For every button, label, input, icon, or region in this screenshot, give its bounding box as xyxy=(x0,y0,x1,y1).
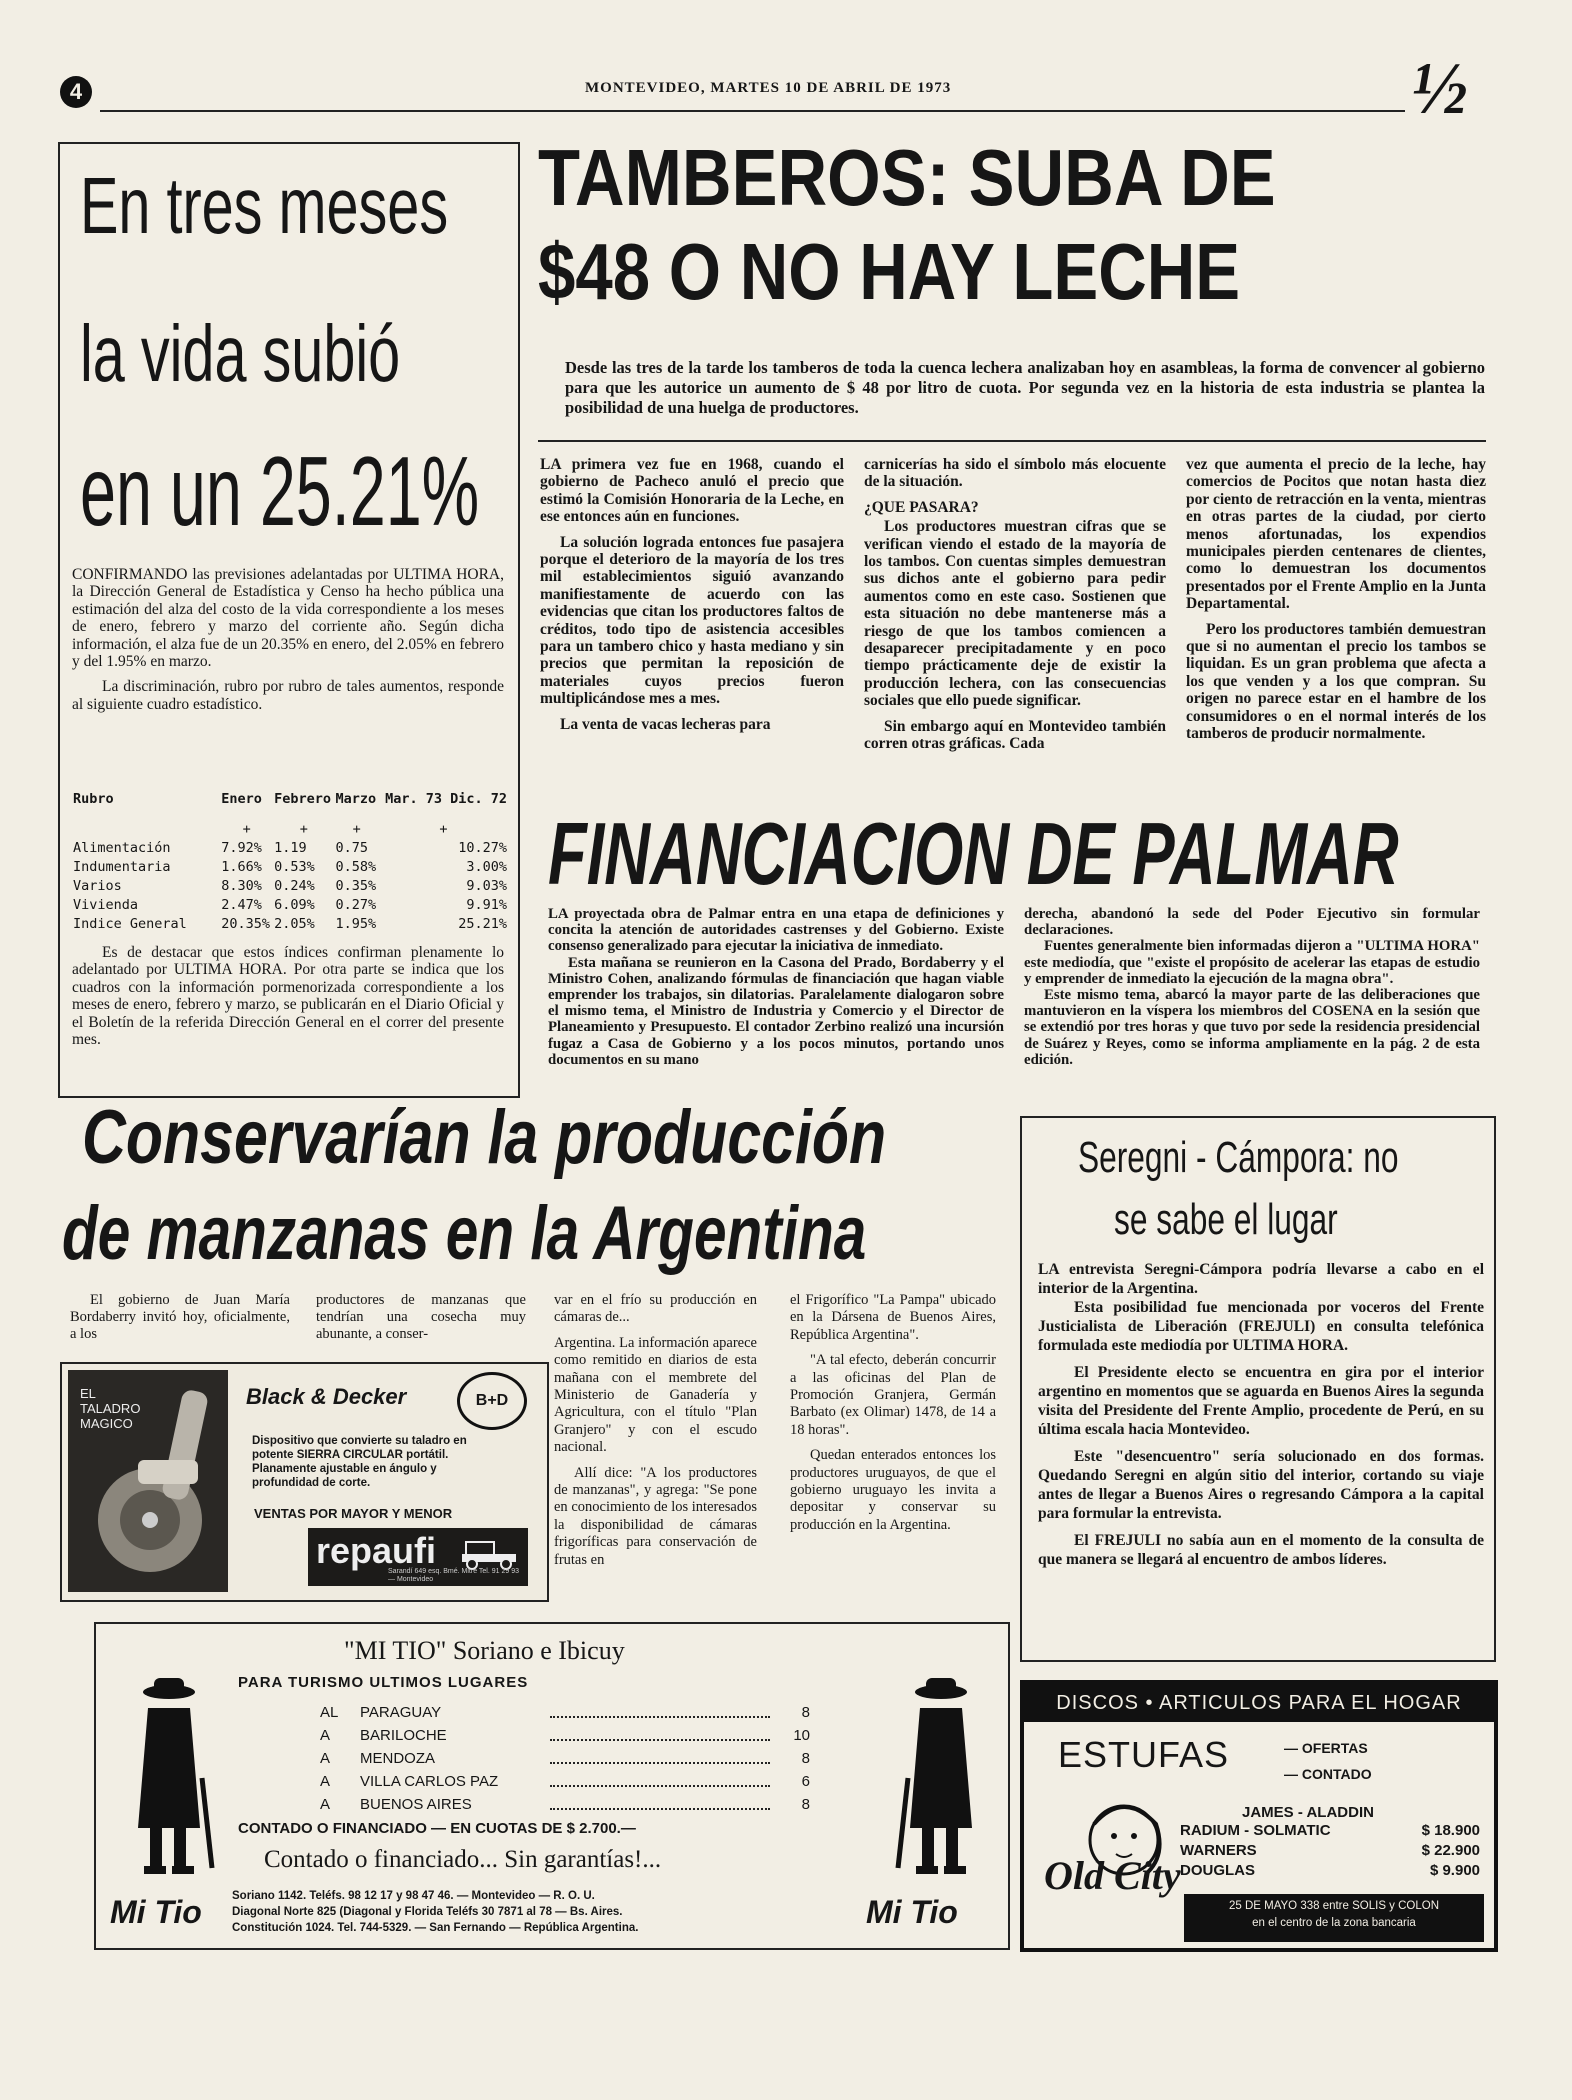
destination-row xyxy=(320,1704,840,1727)
header-rule xyxy=(100,110,1405,112)
manzanas-headline-line2: de manzanas en la Argentina xyxy=(62,1191,867,1276)
manzanas-col-2: productores de manzanas que tendrían una cosecha muy abunante, a conser- xyxy=(316,1292,526,1342)
cost-headline-line1: En tres meses xyxy=(80,161,449,250)
destination-place: MENDOZA xyxy=(360,1750,435,1767)
cost-headline-line2: la vida subió xyxy=(80,309,401,398)
destination-prep: A xyxy=(320,1727,331,1744)
destination-place: BUENOS AIRES xyxy=(360,1796,472,1813)
manzanas-col-4: el Frigorífico "La Pampa" ubicado en la Dársena de Buenos Aires, República Argentina". "A tal efecto, deberán concurrir a las oficinas del Plan de Promoción Granjera, Germán Barbato (ex Olimar) 1478, de 14 a 18 horas". Quedan enterados entonces los productores uruguayos, de que el gobierno uruguayo les invita a depositar y conservar su producción en la Argentina. xyxy=(790,1292,996,1533)
cost-table-plus-row: + + + + xyxy=(242,821,448,837)
repaufi-address: Sarandí 649 esq. Bmé. Mitre Tel. 91 29 93 — Montevideo xyxy=(388,1568,520,1583)
mi-tio-logo-left: Mi Tio xyxy=(110,1894,202,1930)
price-brand: WARNERS xyxy=(1180,1842,1257,1859)
tamberos-rule xyxy=(538,440,1486,442)
cost-article-body xyxy=(72,566,504,721)
destination-prep: A xyxy=(320,1750,331,1767)
price-brand: DOUGLAS xyxy=(1180,1862,1255,1879)
destination-value: 6 xyxy=(801,1773,810,1790)
black-decker-brand: Black & Decker xyxy=(246,1384,407,1409)
leader-dots xyxy=(550,1808,770,1810)
cost-table-row: Indice General 20.35% 2.05% 1.95% 25.21% xyxy=(73,916,507,932)
black-decker-ad xyxy=(60,1362,549,1602)
taladro-photo xyxy=(68,1370,228,1592)
tamberos-col-1: LA primera vez fue en 1968, cuando el gobierno de Pacheco anuló el precio que estimó la Comisión Honoraria de la Leche, en ese entonces aún en funciones. La solución lograda entonces fue pasajera porque el deterioro de la mayoría de los tres mil establecimientos siguió avanzando manifiestamente de acuerdo con las evidencias que citan los productores faltos de créditos, todo tipo de asistencia accesibles para un tambero chico y hasta mediano y sin precios que permitan la reposición de materiales cuyos precios fueron multiplicándose mes a mes. La venta de vacas lecheras para xyxy=(540,456,844,733)
tamberos-subhead: ¿QUE PASARA? xyxy=(864,498,979,516)
destination-prep: A xyxy=(320,1796,331,1813)
tamberos-col-3: vez que aumenta el precio de la leche, hay comercios de Pocitos que notan hasta diez por ciento de retracción en la venta, mientras en otras partes de la ciudad, por cierto menos afortunadas, los expendios municipales pierden centenares de clientes, como lo demuestran los documentos presentados por el Frente Amplio en la Junta Departamental. Pero los productores también demuestran que si no aumentan el precio los tambos se liquidan. Es un gran problema que afecta a los que venden y a los que compran. Su origen no parece estar en el hambre de los consumidores o en el normal interés de los tamberos de producir normalmente. xyxy=(1186,456,1486,743)
cost-para-1: CONFIRMANDO las previsiones adelantadas por ULTIMA HORA, la Dirección General de Estadística y Censo ha hecho pública una estimación del alza del costo de la vida correspondiente a los meses de enero, febrero y marzo del corriente año. Según dicha información, el alza fue de un 20.35% en enero, del 2.05% en febrero y del 1.95% en marzo. xyxy=(72,566,504,671)
page-number: 4 xyxy=(69,79,83,104)
cost-of-living-box xyxy=(58,142,520,1098)
palmar-col-1: LA proyectada obra de Palmar entra en una etapa de definiciones y concita la atención de autoridades castrenses y del Gobierno. Existe consenso generalizado para ejecutar la iniciativa de inmediato. Esta mañana se reunieron en la Casona del Prado, Bordaberry y el Ministro Cohen, analizando fórmulas de financiación que hagan viable emprender los trabajos, sin dilatorias. Paralelamente dialogaron sobre el mismo tema, el Ministro de Industria y Comercio y el Director de Planeamiento y Presupuesto. El contador Zerbino realizó una incursión fugaz a Casa de Gobierno y a los pocos minutos, portando unos documentos en su mano xyxy=(548,906,1004,1068)
tamberos-col-2: carnicerías ha sido el símbolo más elocuente de la situación. ¿QUE PASARA? Los productores muestran cifras que se verifican viendo el estado de la mayoría de los tambos. Con cuentas simples demuestran sus dichos ante el gobierno para pedir aumentos como en este caso. Sostienen que esta situación no debe mantenerse más a riesgo de que los tambos comiencen a desaparecer precipitadamente y en poco tiempo prácticamente deje de existir la producción lechera, con las consecuencias sociales que ello puede significar. Sin embargo aquí en Montevideo también corren otras gráficas. Cada xyxy=(864,456,1166,753)
mi-tio-logo-right: Mi Tio xyxy=(866,1894,958,1930)
mi-tio-terms: CONTADO O FINANCIADO — EN CUOTAS DE $ 2.700.— xyxy=(238,1820,636,1837)
manzanas-col-3: var en el frío su producción en cámaras de... Argentina. La información aparece como remitido en diarios de esta mañana con el membrete del Ministerio de Ganadería y Agricultura, con el título "Plan Granjero" y con el escudo nacional. Allí dice: "A los productores de manzanas", y agrega: "Se pone en conocimiento de los interesados la disponibilidad de cámaras frigoríficas para conservación de frutas en xyxy=(554,1292,757,1568)
mi-tio-slogan: Contado o financiado... Sin garantías!... xyxy=(264,1846,662,1873)
cost-headline-line3: en un 25.21% xyxy=(80,436,480,546)
store-address: 25 DE MAYO 338 entre SOLIS y COLON en el centro de la zona bancaria xyxy=(1184,1894,1484,1942)
cost-table-row: Indumentaria 1.66% 0.53% 0.58% 3.00% xyxy=(73,859,507,875)
price-row xyxy=(1180,1862,1480,1882)
taladro-tag: EL TALADRO MAGICO xyxy=(80,1386,141,1431)
tamberos-lead: Desde las tres de la tarde los tamberos de toda la cuenca lechera analizaban hoy en asambleas, la forma de convencer al gobierno para que les autorice un aumento de $ 48 por litro de cuota. Por segunda vez en la historia de esta industria se plantea la posibilidad de una huelga de productores. xyxy=(565,358,1485,417)
destination-row xyxy=(320,1796,840,1819)
offer-contado: — CONTADO xyxy=(1284,1766,1372,1782)
cost-table-row: Alimentación 7.92% 1.19 0.75 10.27% xyxy=(73,840,507,856)
man-with-umbrella-icon-right xyxy=(886,1678,996,1886)
palmar-col-2: derecha, abandonó la sede del Poder Ejecutivo sin formular declaraciones. Fuentes generalmente bien informadas dijeron a "ULTIMA HORA" este mediodía, que "existe el propósito de acelerar las etapas de estudio y emprender de inmediato la ejecución de la magna obra". Este mismo tema, abarcó la mayor parte de las deliberaciones que mantuvieron en la víspera los miembros del COSENA en la sesión que se extendió por tres horas y que tuvo por sede la residencia presidencial de Suárez y Reyes, como se informa ampliamente en la pág. 2 de esta edición. xyxy=(1024,906,1480,1068)
leader-dots xyxy=(550,1716,770,1718)
price-list xyxy=(1180,1822,1480,1882)
circular-saw-icon xyxy=(68,1370,228,1592)
price-value: $ 22.900 xyxy=(1421,1842,1480,1859)
price-row xyxy=(1180,1842,1480,1862)
tamberos-headline-line2: $48 O NO HAY LECHE xyxy=(538,227,1241,316)
mi-tio-title: "MI TIO" Soriano e Ibicuy xyxy=(344,1636,625,1665)
bd-sales-line: VENTAS POR MAYOR Y MENOR xyxy=(254,1506,453,1521)
page-number-badge xyxy=(60,76,92,108)
repaufi-box xyxy=(308,1528,528,1586)
bd-logo: B+D xyxy=(457,1372,527,1430)
brands-heading: JAMES - ALADDIN xyxy=(1242,1804,1374,1821)
cost-table-header: Rubro Enero Febrero Marzo Mar. 73 Dic. 72 xyxy=(73,791,507,807)
destination-prep: AL xyxy=(320,1704,339,1721)
price-value: $ 18.900 xyxy=(1421,1822,1480,1839)
destination-value: 10 xyxy=(793,1727,810,1744)
destination-place: PARAGUAY xyxy=(360,1704,442,1721)
mi-tio-addresses: Soriano 1142. Teléfs. 98 12 17 y 98 47 46. — Montevideo — R. O. U. Diagonal Norte 825 (Diagonal y Florida Teléfs 30 7871 al 78 — Bs. Aires. Constitución 1024. Tel. 744-5329. — San Fernando — República Argentina. xyxy=(232,1890,639,1934)
price-brand: RADIUM - SOLMATIC xyxy=(1180,1822,1331,1839)
masthead-mark: ½ xyxy=(1412,48,1468,130)
old-city-logo: Old City xyxy=(1044,1853,1181,1898)
estufas-label: ESTUFAS xyxy=(1058,1734,1230,1775)
destination-list xyxy=(320,1704,840,1819)
manzanas-col-1: El gobierno de Juan María Bordaberry invitó hoy, oficialmente, a los xyxy=(70,1292,290,1342)
destination-row xyxy=(320,1773,840,1796)
manzanas-headline-line1: Conservarían la producción xyxy=(82,1095,887,1180)
discos-banner: DISCOS • ARTICULOS PARA EL HOGAR xyxy=(1024,1684,1494,1722)
destination-value: 8 xyxy=(801,1704,810,1721)
leader-dots xyxy=(550,1762,770,1764)
vintage-car-icon xyxy=(458,1538,522,1570)
bd-description: Dispositivo que convierte su taladro en potente SIERRA CIRCULAR portátil. Planamente ajustable en ángulo y profundidad de corte. xyxy=(252,1435,467,1489)
offer-ofertas: — OFERTAS xyxy=(1284,1740,1368,1756)
destination-prep: A xyxy=(320,1773,331,1790)
seregni-body: LA entrevista Seregni-Cámpora podría llevarse a cabo en el interior de la Argentina. Esta posibilidad fue mencionada por voceros del Frente Justicialista de Liberación (FREJULI) en consulta telefónica formulada este mediodía por ULTIMA HORA. El Presidente electo se encuentra en gira por el interior argentino en momentos que se aguarda en Buenos Aires la segunda visita del Presidente del Frente Amplio, procedente de Perú, en su última escala hacia Montevideo. Este "desencuentro" sería solucionado en dos formas. Quedando Seregni en algún sitio del interior, cortando su viaje antes de llegar a Buenos Aires o regresando Cámpora a la capital para formular la entrevista. El FREJULI no sabía aun en el momento de la consulta de que manera se llegará al encuentro de ambos líderes. xyxy=(1038,1261,1484,1568)
repaufi-name: repaufi xyxy=(316,1530,437,1571)
cost-table xyxy=(72,790,508,934)
discos-ad xyxy=(1020,1680,1498,1952)
seregni-headline-line2: se sabe el lugar xyxy=(1114,1195,1338,1244)
leader-dots xyxy=(550,1739,770,1741)
destination-place: VILLA CARLOS PAZ xyxy=(360,1773,499,1790)
tamberos-headline-line1: TAMBEROS: SUBA DE xyxy=(538,133,1276,222)
cost-table-row: Varios 8.30% 0.24% 0.35% 9.03% xyxy=(73,878,507,894)
price-value: $ 9.900 xyxy=(1429,1862,1480,1879)
man-with-umbrella-icon-left xyxy=(114,1678,224,1886)
cost-para-2: La discriminación, rubro por rubro de tales aumentos, responde al siguiente cuadro estadístico. xyxy=(72,678,504,713)
destination-place: BARILOCHE xyxy=(360,1727,447,1744)
destination-row xyxy=(320,1750,840,1773)
destination-value: 8 xyxy=(801,1750,810,1767)
dateline: MONTEVIDEO, MARTES 10 DE ABRIL DE 1973 xyxy=(585,80,952,96)
cost-table-row: Vivienda 2.47% 6.09% 0.27% 9.91% xyxy=(73,897,507,913)
destination-row xyxy=(320,1727,840,1750)
seregni-box xyxy=(1020,1116,1496,1662)
cost-para-3: Es de destacar que estos índices confirman plenamente lo adelantado por ULTIMA HORA. Por otra parte se indica que los cuadros con la información pormenorizada correspondiente a los meses de enero, febrero y marzo, se publicarán en el Diario Oficial y el Boletín de la referida Dirección General en el correr del presente mes. xyxy=(72,944,504,1049)
palmar-headline: FINANCIACION DE PALMAR xyxy=(548,804,1399,903)
mi-tio-ad xyxy=(94,1622,1010,1950)
destination-value: 8 xyxy=(801,1796,810,1813)
mi-tio-subtitle: PARA TURISMO ULTIMOS LUGARES xyxy=(238,1674,529,1691)
price-row xyxy=(1180,1822,1480,1842)
leader-dots xyxy=(550,1785,770,1787)
seregni-headline-line1: Seregni - Cámpora: no xyxy=(1078,1133,1399,1182)
